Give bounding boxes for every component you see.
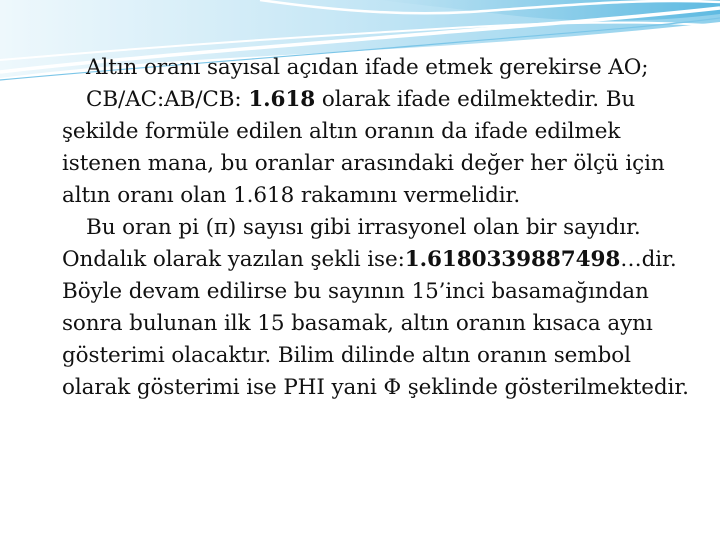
text-run: olarak ifade edilmektedir. Bu şekilde formüle edilen altın oranın da ifade edilmek istenen mana, bu oranlar arasındaki değer her ölçü için altın oranı olan 1.618 rakamını vermelidir. bbox=[62, 87, 665, 208]
paragraph bbox=[62, 84, 702, 212]
bold-number: 1.618 bbox=[248, 87, 316, 112]
text-run: …dir. Böyle devam edilirse bu sayının 15’inci basamağından sonra bulunan ilk 15 basamak, altın oranın kısaca aynı gösterimi olacaktır. Bilim dilinde altın oranın sembol olarak gösterimi ise PHI yani Φ şeklinde gösterilmektedir. bbox=[62, 247, 689, 400]
slide-body-text bbox=[62, 52, 702, 404]
text-run: Bu oran pi (π) sayısı gibi irrasyonel olan bir sayıdır. Ondalık olarak yazılan şekli ise: bbox=[62, 215, 641, 272]
text-run: CB/AC:AB/CB: bbox=[86, 87, 249, 112]
bold-number: 1.6180339887498 bbox=[404, 247, 621, 272]
paragraph bbox=[62, 212, 702, 404]
paragraph bbox=[62, 52, 702, 84]
text-run: Altın oranı sayısal açıdan ifade etmek gerekirse AO; bbox=[86, 55, 649, 80]
